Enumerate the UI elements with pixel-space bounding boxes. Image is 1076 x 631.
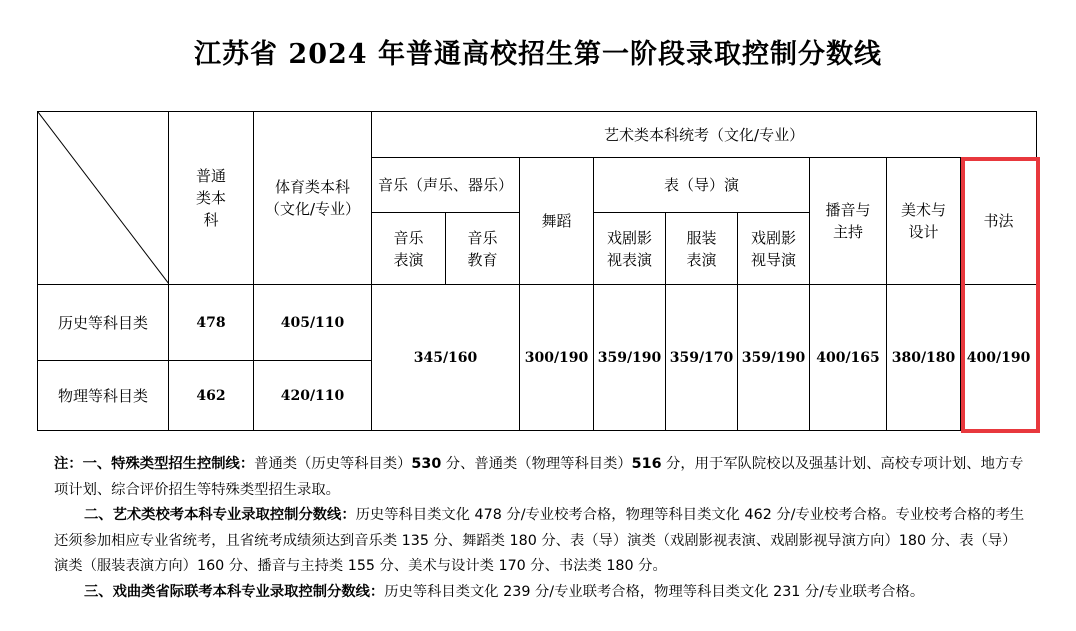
cell-costume-perform: 359/170 (666, 285, 738, 431)
cell-physics-sports: 420/110 (254, 361, 372, 431)
header-dance: 舞蹈 (520, 158, 594, 285)
header-perform-group: 表（导）演 (594, 158, 810, 213)
cell-broadcast: 400/165 (810, 285, 887, 431)
header-general: 普通类本科 (169, 112, 254, 285)
page-title: 江苏省 2024 年普通高校招生第一阶段录取控制分数线 (194, 39, 882, 70)
header-broadcast: 播音与主持 (810, 158, 887, 285)
header-calligraphy: 书法 (961, 158, 1037, 285)
header-costume-perform: 服装表演 (666, 213, 738, 285)
cell-dance: 300/190 (520, 285, 594, 431)
header-music-perform: 音乐表演 (372, 213, 446, 285)
header-music-edu: 音乐教育 (446, 213, 520, 285)
cell-physics-general: 462 (169, 361, 254, 431)
calligraphy-highlight-box (961, 157, 1040, 433)
header-music: 音乐（声乐、器乐） (372, 158, 520, 213)
header-art-design: 美术与设计 (887, 158, 961, 285)
notes (54, 452, 1029, 606)
cell-history-sports: 405/110 (254, 285, 372, 361)
diagonal-line-icon (38, 112, 169, 284)
header-sports: 体育类本科（文化/专业） (254, 112, 372, 285)
note-3: 三、戏曲类省际联考本科专业录取控制分数线：历史等科目类文化 239 分/专业联考合格，物理等科目类文化 231 分/专业联考合格。 (84, 583, 925, 600)
score-table (37, 111, 1037, 431)
cell-calligraphy: 400/190 (961, 285, 1037, 431)
note-1: 注：一、特殊类型招生控制线：普通类（历史等科目类）530 分、普通类（物理等科目类）516 分，用于军队院校以及强基计划、高校专项计划、地方专项计划、综合评价招生等特殊类型招生录取。 (54, 456, 1024, 498)
cell-drama-film-perform: 359/190 (594, 285, 666, 431)
header-art-group: 艺术类本科统考（文化/专业） (372, 112, 1037, 158)
cell-music: 345/160 (372, 285, 520, 431)
header-drama-film-direct: 戏剧影视导演 (738, 213, 810, 285)
cell-art-design: 380/180 (887, 285, 961, 431)
diagonal-header-cell (38, 112, 169, 285)
row-label-history: 历史等科目类 (38, 285, 169, 361)
cell-drama-film-direct: 359/190 (738, 285, 810, 431)
note-2: 二、艺术类校考本科专业录取控制分数线：历史等科目类文化 478 分/专业校考合格，物理等科目类文化 462 分/专业校考合格。专业校考合格的考生还须参加相应专业省统考，且省统考成绩须达到音乐类 135 分、舞蹈类 180 分、表（导）演类（戏剧影视表演、戏剧影视导演方向）180 分、表（导）演类（服装表演方向）160 分、播音与主持类 155 分、美术与设计类 170 分、书法类 180 分。 (54, 507, 1025, 575)
header-drama-film-perform: 戏剧影视表演 (594, 213, 666, 285)
row-label-physics: 物理等科目类 (38, 361, 169, 431)
cell-history-general: 478 (169, 285, 254, 361)
